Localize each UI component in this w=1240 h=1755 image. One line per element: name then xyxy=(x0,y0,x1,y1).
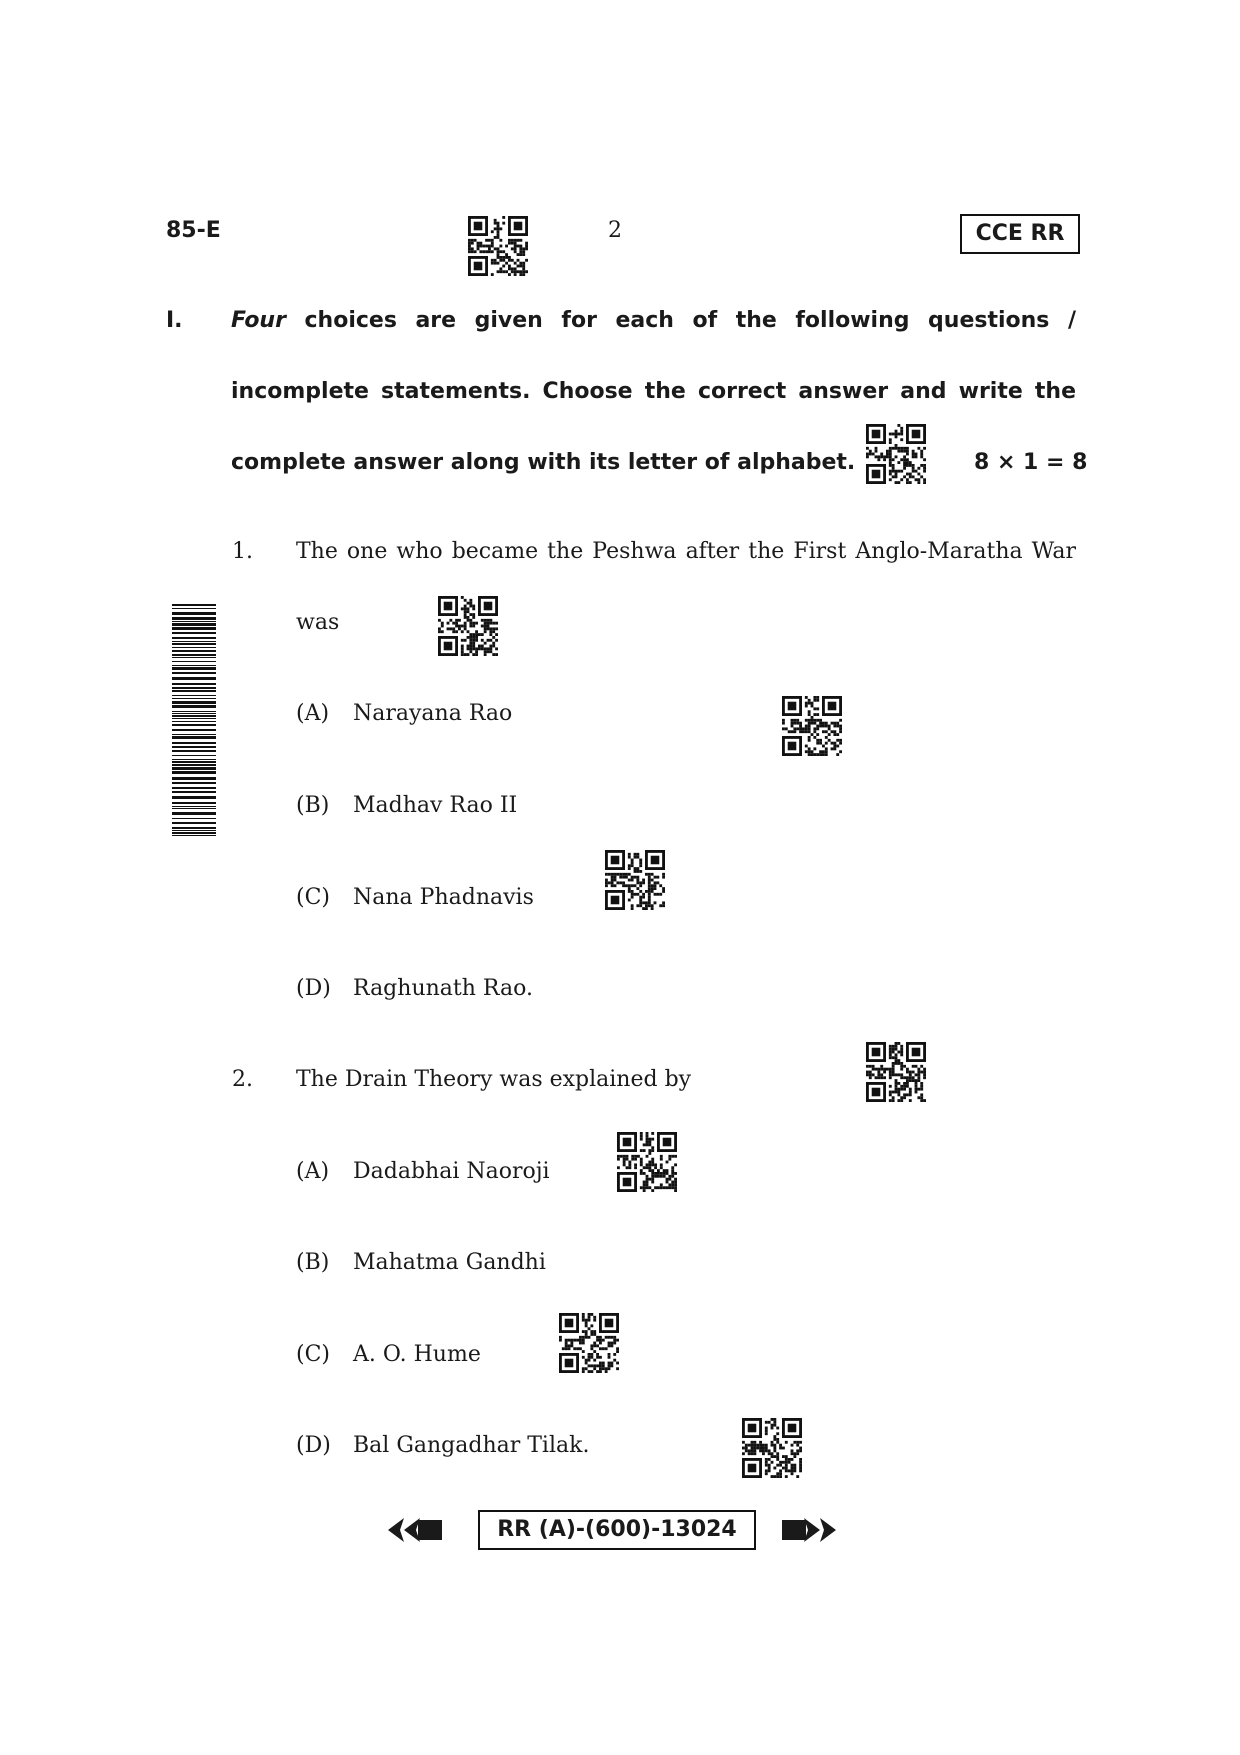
instruction-line-1-rest: choices are given for each of the following questions / xyxy=(304,308,1076,333)
q2-option-a: Dadabhai Naoroji xyxy=(353,1159,550,1184)
question-2-text: The Drain Theory was explained by xyxy=(296,1067,692,1092)
arrow-right-icon xyxy=(780,1515,838,1545)
q1-option-b: Madhav Rao II xyxy=(353,793,518,818)
qr-code-icon xyxy=(866,424,926,484)
q1-option-b-letter: (B) xyxy=(296,793,330,818)
series-label: CCE RR xyxy=(960,214,1080,254)
paper-code: 85-E xyxy=(166,218,221,243)
question-1-text-cont: was xyxy=(296,610,340,635)
q2-option-c-letter: (C) xyxy=(296,1342,330,1367)
q2-option-b: Mahatma Gandhi xyxy=(353,1250,546,1275)
section-number: I. xyxy=(166,308,183,333)
arrow-left-icon xyxy=(386,1515,444,1545)
qr-code-icon xyxy=(782,696,842,756)
q1-option-c: Nana Phadnavis xyxy=(353,885,534,910)
barcode-icon xyxy=(172,604,216,838)
q1-option-d-letter: (D) xyxy=(296,976,331,1001)
qr-code-icon xyxy=(742,1418,802,1478)
q1-option-a-letter: (A) xyxy=(296,701,330,726)
instruction-line-1 xyxy=(231,308,1076,333)
q2-option-b-letter: (B) xyxy=(296,1250,330,1275)
qr-code-icon xyxy=(605,850,665,910)
qr-code-icon xyxy=(468,216,528,276)
question-1-number: 1. xyxy=(232,539,253,564)
question-1-text: The one who became the Peshwa after the First Anglo-Maratha War xyxy=(296,539,1076,564)
page-number: 2 xyxy=(608,218,622,243)
q1-option-a: Narayana Rao xyxy=(353,701,513,726)
qr-code-icon xyxy=(617,1132,677,1192)
question-2-number: 2. xyxy=(232,1067,253,1092)
instruction-lead-word: Four xyxy=(231,308,286,333)
q2-option-d-letter: (D) xyxy=(296,1433,331,1458)
marks-allocation: 8 × 1 = 8 xyxy=(974,450,1088,475)
qr-code-icon xyxy=(559,1313,619,1373)
qr-code-icon xyxy=(866,1042,926,1102)
instruction-line-3: complete answer along with its letter of alphabet. xyxy=(231,450,856,475)
footer-code: RR (A)-(600)-13024 xyxy=(478,1510,756,1550)
qr-code-icon xyxy=(438,596,498,656)
q2-option-c: A. O. Hume xyxy=(353,1342,481,1367)
q2-option-d: Bal Gangadhar Tilak. xyxy=(353,1433,590,1458)
q1-option-d: Raghunath Rao. xyxy=(353,976,533,1001)
q2-option-a-letter: (A) xyxy=(296,1159,330,1184)
instruction-line-2: incomplete statements. Choose the correct answer and write the xyxy=(231,379,1076,404)
q1-option-c-letter: (C) xyxy=(296,885,330,910)
